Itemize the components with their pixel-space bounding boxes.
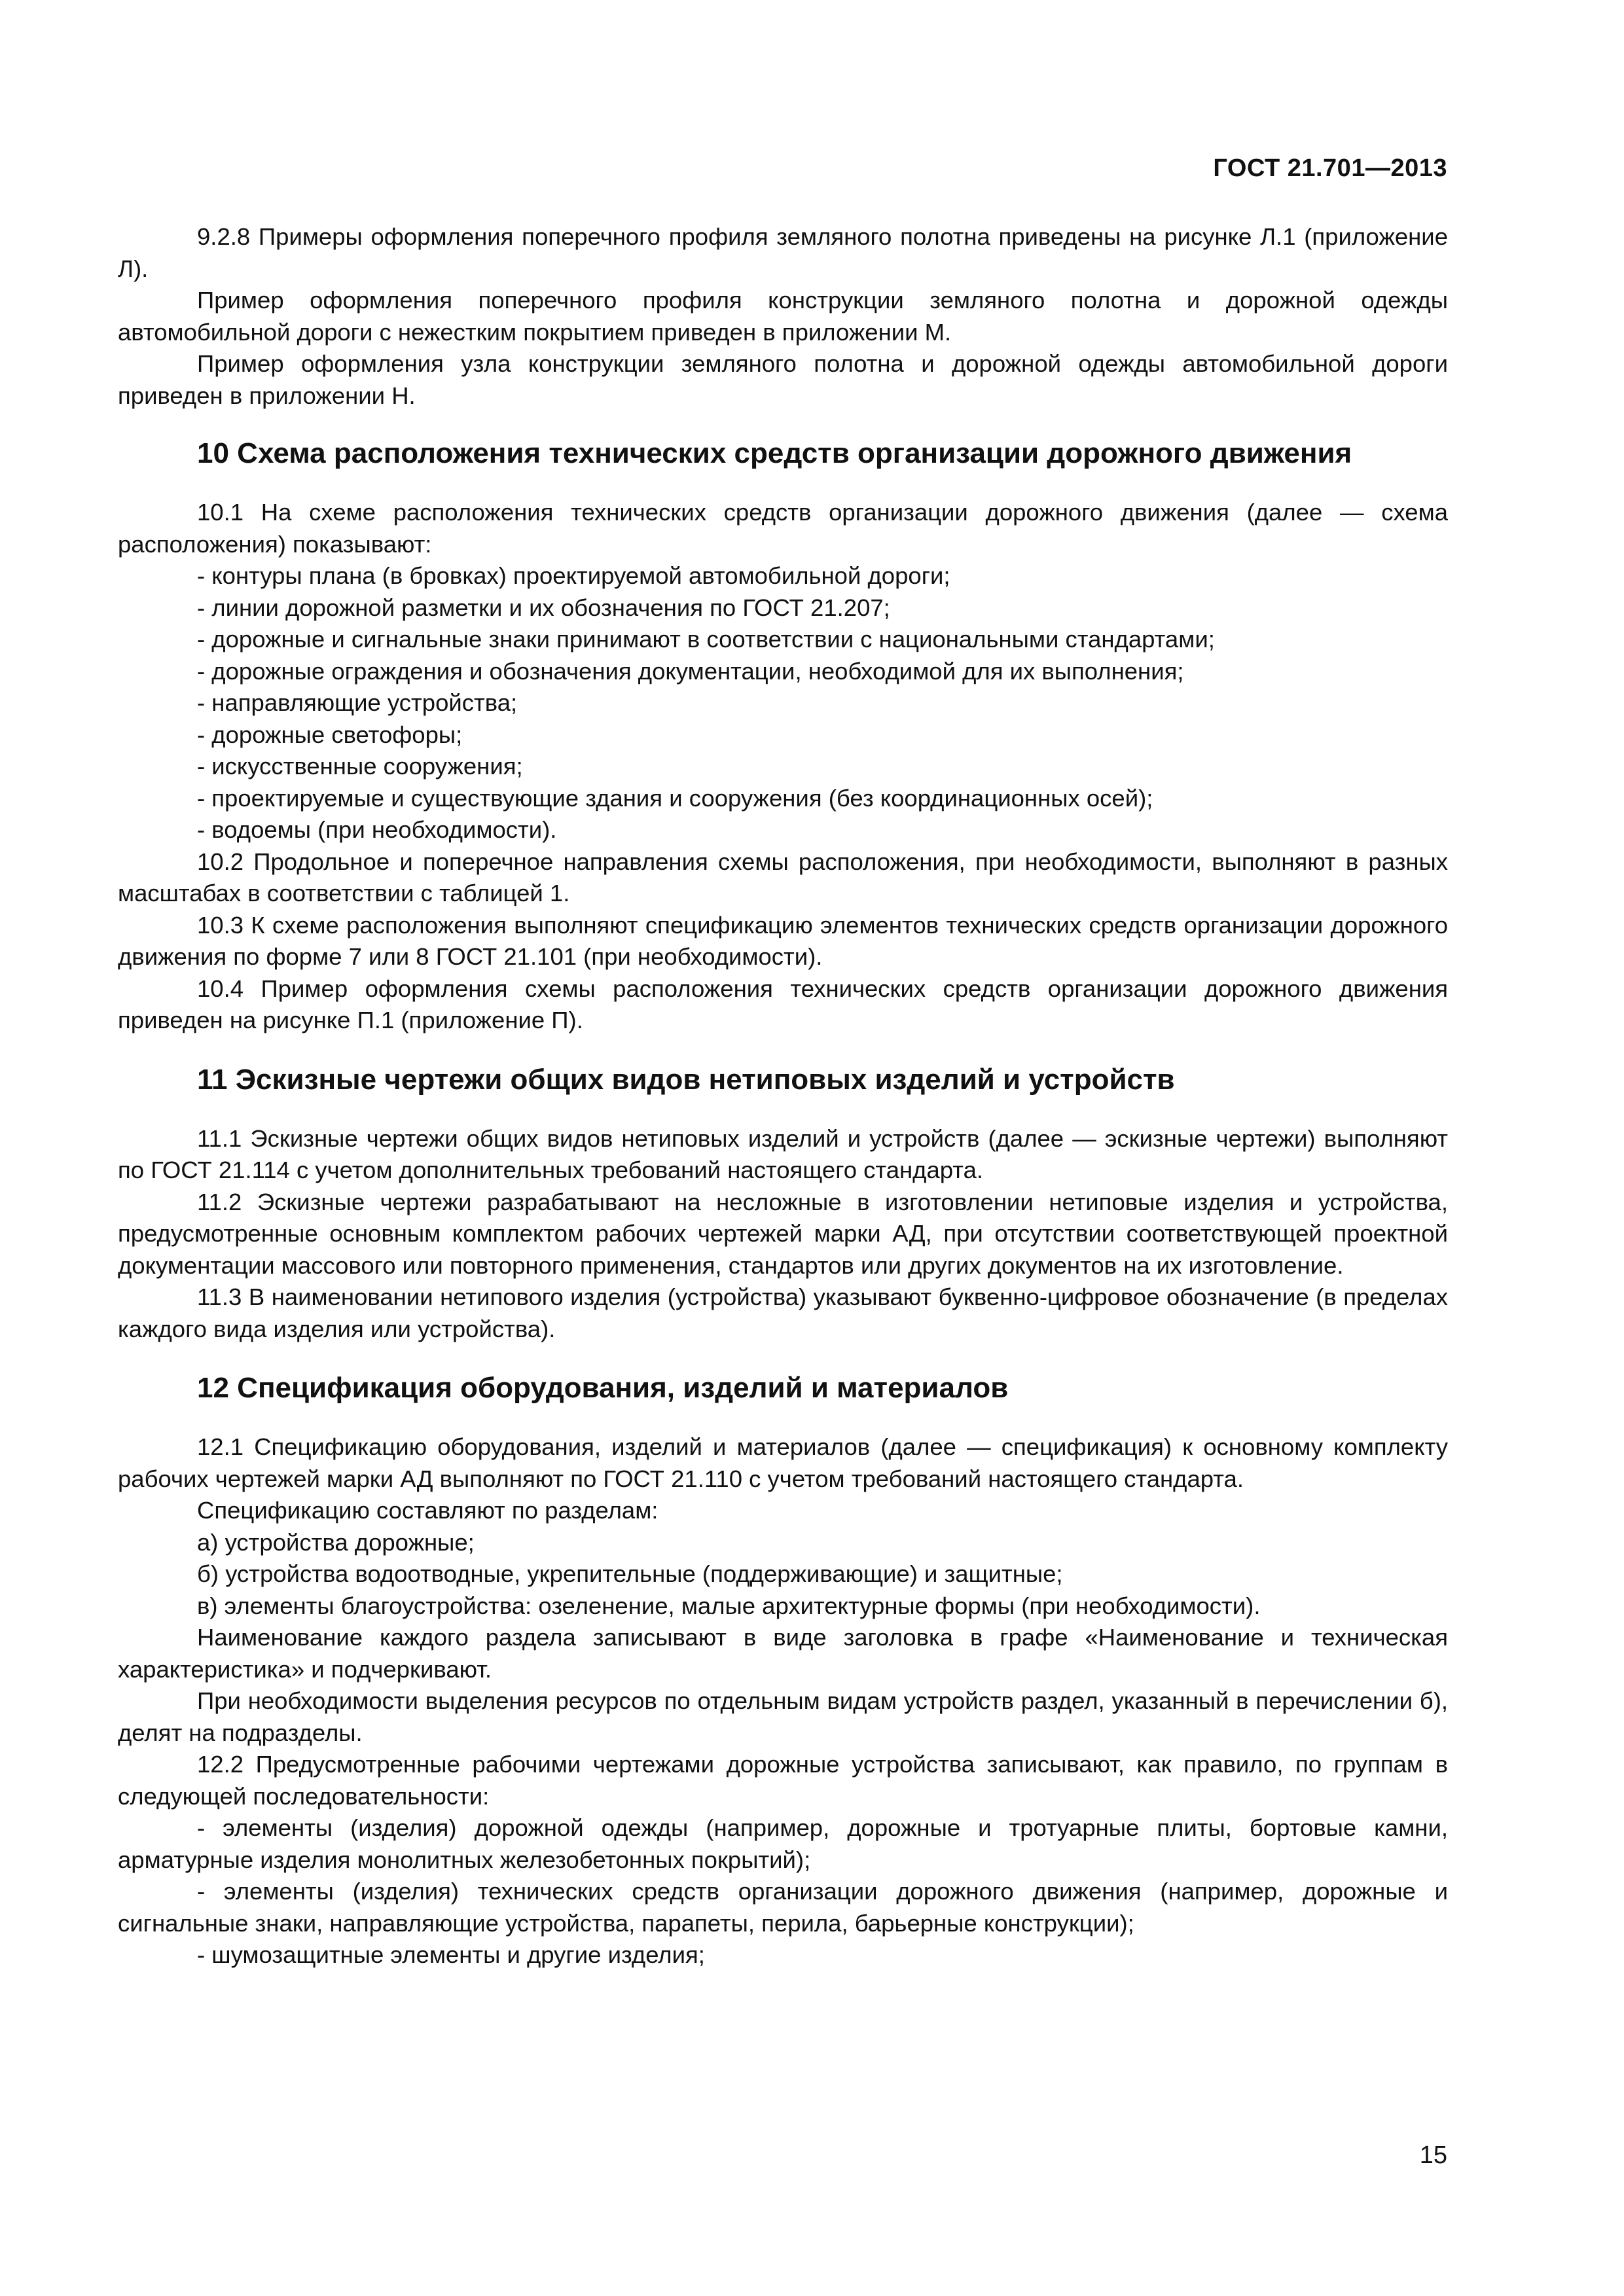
document-designation: ГОСТ 21.701—2013 <box>1213 154 1447 182</box>
paragraph-10-1: 10.1 На схеме расположения технических средств организации дорожного движения (далее — схема расположения) показывают: <box>118 499 1448 558</box>
list-item: - дорожные ограждения и обозначения документации, необходимой для их выполнения; <box>197 657 1184 685</box>
section-10-heading: 10 Схема расположения технических средств организации дорожного движения <box>197 437 1352 469</box>
paragraph-12-2: 12.2 Предусмотренные рабочими чертежами дорожные устройства записывают, как правило, по группам в следующей последовательности: <box>118 1751 1448 1810</box>
list-item: - дорожные светофоры; <box>197 721 463 748</box>
paragraph-11-2: 11.2 Эскизные чертежи разрабатывают на несложные в изготовлении нетиповые изделия и устройства, предусмотренные основным комплектом рабочих чертежей марки АД, при отсутствии соответствующей проектной документации массового или повторного применения, стандартов или других документов на их изготовление. <box>118 1188 1448 1279</box>
list-item-b: б) устройства водоотводные, укрепительные (поддерживающие) и защитные; <box>197 1560 1063 1587</box>
list-item: - линии дорожной разметки и их обозначения по ГОСТ 21.207; <box>197 594 890 621</box>
paragraph-example-profile: Пример оформления поперечного профиля конструкции земляного полотна и дорожной одежды автомобильной дороги с нежестким покрытием приведен в приложении М. <box>118 287 1448 346</box>
paragraph-resources: При необходимости выделения ресурсов по отдельным видам устройств раздел, указанный в перечислении б), делят на подразделы. <box>118 1687 1448 1746</box>
page-body <box>118 221 1448 1971</box>
section-11-heading: 11 Эскизные чертежи общих видов нетиповых изделий и устройств <box>197 1063 1175 1096</box>
list-item: - контуры плана (в бровках) проектируемой автомобильной дороги; <box>197 562 950 589</box>
paragraph-9-2-8: 9.2.8 Примеры оформления поперечного профиля земляного полотна приведены на рисунке Л.1 (приложение Л). <box>118 223 1448 282</box>
list-item: - проектируемые и существующие здания и сооружения (без координационных осей); <box>197 784 1153 812</box>
section-10-list <box>118 560 1448 846</box>
paragraph-10-3: 10.3 К схеме расположения выполняют спецификацию элементов технических средств организации дорожного движения по форме 7 или 8 ГОСТ 21.101 (при необходимости). <box>118 911 1448 970</box>
paragraph-sections-intro: Спецификацию составляют по разделам: <box>197 1497 659 1524</box>
list-item: - искусственные сооружения; <box>197 753 523 780</box>
group-item: - шумозащитные элементы и другие изделия; <box>197 1941 705 1968</box>
group-item: - элементы (изделия) дорожной одежды (например, дорожные и тротуарные плиты, бортовые камни, арматурные изделия монолитных железобетонных покрытий); <box>118 1814 1448 1873</box>
section-12-heading: 12 Спецификация оборудования, изделий и материалов <box>197 1372 1009 1404</box>
list-item: - водоемы (при необходимости). <box>197 816 557 843</box>
paragraph-10-4: 10.4 Пример оформления схемы расположения технических средств организации дорожного движения приведен на рисунке П.1 (приложение П). <box>118 975 1448 1033</box>
list-item: - дорожные и сигнальные знаки принимают в соответствии с национальными стандартами; <box>197 626 1215 653</box>
paragraph-11-1: 11.1 Эскизные чертежи общих видов нетиповых изделий и устройств (далее — эскизные чертежи) выполняют по ГОСТ 21.114 с учетом дополнительных требований настоящего стандарта. <box>118 1124 1448 1183</box>
paragraph-11-3: 11.3 В наименовании нетипового изделия (устройства) указывают буквенно-цифровое обозначение (в пределах каждого вида изделия или устройства). <box>118 1283 1448 1342</box>
list-item-a: а) устройства дорожные; <box>197 1528 475 1556</box>
list-item: - направляющие устройства; <box>197 689 518 716</box>
paragraph-example-node: Пример оформления узла конструкции земляного полотна и дорожной одежды автомобильной дороги приведен в приложении Н. <box>118 350 1448 409</box>
paragraph-section-naming: Наименование каждого раздела записывают в виде заголовка в графе «Наименование и техническая характеристика» и подчеркивают. <box>118 1624 1448 1683</box>
paragraph-10-2: 10.2 Продольное и поперечное направления схемы расположения, при необходимости, выполняют в разных масштабах в соответствии с таблицей 1. <box>118 848 1448 906</box>
list-item-v: в) элементы благоустройства: озеленение, малые архитектурные формы (при необходимости). <box>197 1592 1261 1619</box>
page-number: 15 <box>1419 2142 1447 2169</box>
group-item: - элементы (изделия) технических средств организации дорожного движения (например, дорожные и сигнальные знаки, направляющие устройства, парапеты, перила, барьерные конструкции); <box>118 1878 1448 1937</box>
paragraph-12-1: 12.1 Спецификацию оборудования, изделий и материалов (далее — спецификация) к основному комплекту рабочих чертежей марки АД выполняют по ГОСТ 21.110 с учетом требований настоящего стандарта. <box>118 1433 1448 1492</box>
